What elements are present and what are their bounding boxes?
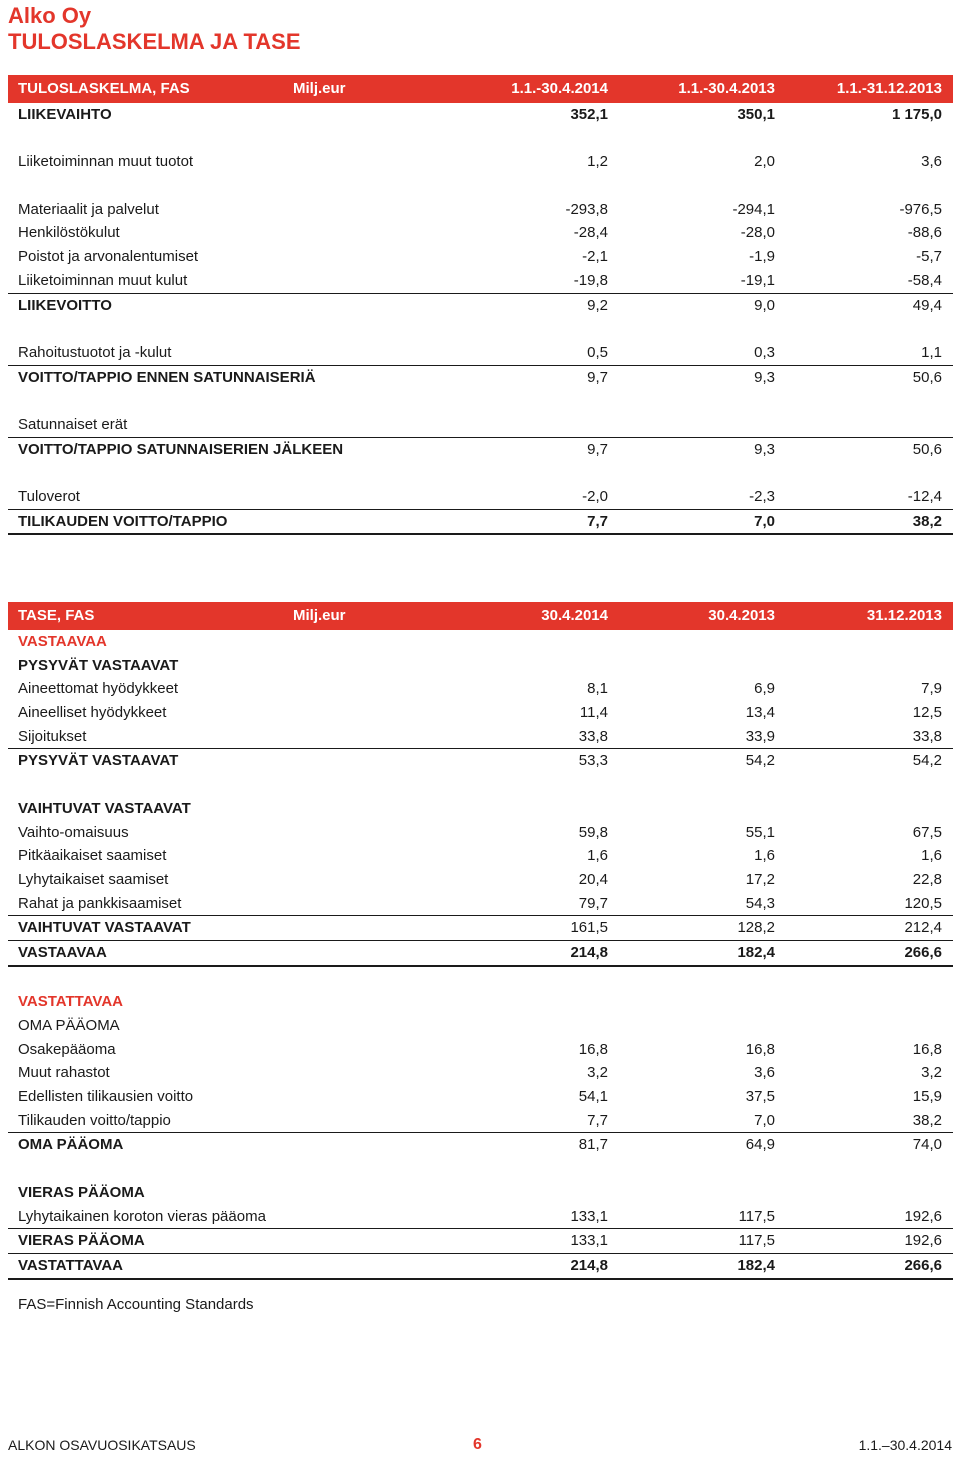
row-value-col1: -19,8 — [573, 271, 608, 289]
row-label: Tilikauden voitto/tappio — [18, 1111, 171, 1129]
row-value-col3: 49,4 — [912, 296, 942, 314]
row-label: Rahoitustuotot ja -kulut — [18, 343, 172, 361]
row-value-col3: 33,8 — [912, 727, 942, 745]
income-header-row — [8, 75, 953, 103]
row-value-col1: 8,1 — [587, 680, 608, 698]
row-value-col2: 54,2 — [745, 752, 775, 770]
income-header-title: TULOSLASKELMA, FAS — [18, 80, 190, 97]
table-row — [8, 821, 953, 845]
row-label: Materiaalit ja palvelut — [18, 200, 159, 218]
subsection-heading — [8, 654, 953, 678]
row-label: Pitkäaikaiset saamiset — [18, 847, 167, 865]
table-row — [8, 1061, 953, 1085]
row-value-col1: 54,1 — [578, 1088, 608, 1106]
row-value-col2: -19,1 — [740, 271, 775, 289]
row-value-col1: 161,5 — [570, 919, 608, 937]
row-value-col2: 1,6 — [754, 847, 775, 865]
row-label: Edellisten tilikausien voitto — [18, 1088, 194, 1106]
row-label: Satunnaiset erät — [18, 415, 128, 433]
row-value-col1: -28,4 — [573, 224, 608, 242]
table-row — [8, 1205, 953, 1230]
table-row — [8, 245, 953, 269]
row-value-col1: 81,7 — [578, 1136, 608, 1154]
row-label: Lyhytaikaiset saamiset — [18, 870, 169, 888]
row-value-col2: 2,0 — [754, 153, 775, 171]
row-label: Aineettomat hyödykkeet — [18, 680, 179, 698]
row-label: VAIHTUVAT VASTAAVAT — [18, 799, 191, 817]
row-value-col1: 16,8 — [578, 1040, 608, 1058]
subsection-heading — [8, 1181, 953, 1205]
row-value-col1: 133,1 — [570, 1207, 608, 1225]
row-value-col3: -976,5 — [899, 200, 942, 218]
row-value-col2: 3,6 — [754, 1064, 775, 1082]
row-label: Rahat ja pankkisaamiset — [18, 894, 182, 912]
row-label: Vaihto-omaisuus — [18, 823, 129, 841]
balance-header-col1: 30.4.2014 — [541, 607, 608, 624]
row-label: Tuloverot — [18, 488, 80, 505]
table-row — [8, 1085, 953, 1109]
row-label: VASTAAVAA — [18, 633, 107, 650]
row-value-col3: 74,0 — [912, 1136, 942, 1154]
row-value-col1: 1,2 — [587, 153, 608, 171]
row-label: PYSYVÄT VASTAAVAT — [18, 656, 179, 674]
row-value-col1: -2,0 — [582, 488, 608, 505]
row-value-col3: 212,4 — [904, 919, 942, 937]
row-value-col3: 266,6 — [904, 943, 942, 961]
row-value-col2: 13,4 — [745, 704, 775, 722]
row-value-col3: 12,5 — [912, 704, 942, 722]
table-row — [8, 1229, 953, 1254]
row-label: Aineelliset hyödykkeet — [18, 704, 167, 722]
row-value-col1: 33,8 — [578, 727, 608, 745]
table-row — [8, 103, 953, 127]
row-value-col2: 117,5 — [738, 1207, 775, 1225]
table-row — [8, 438, 953, 462]
row-value-col3: 192,6 — [904, 1207, 942, 1225]
table-row — [8, 916, 953, 941]
row-label: Lyhytaikainen koroton vieras pääoma — [18, 1207, 266, 1225]
row-value-col3: 3,2 — [921, 1064, 942, 1082]
balance-header-unit: Milj.eur — [293, 607, 346, 624]
row-label: Sijoitukset — [18, 727, 87, 745]
footer-period: 1.1.–30.4.2014 — [858, 1437, 952, 1453]
row-value-col2: 6,9 — [754, 680, 775, 698]
row-value-col1: 9,2 — [587, 296, 608, 314]
table-row — [8, 485, 953, 510]
row-value-col2: 33,9 — [745, 727, 775, 745]
row-value-col1: 20,4 — [578, 870, 608, 888]
row-value-col1: 133,1 — [570, 1232, 608, 1250]
row-value-col1: 59,8 — [578, 823, 608, 841]
row-value-col2: 17,2 — [745, 870, 775, 888]
row-value-col1: 214,8 — [570, 1256, 608, 1274]
row-label: Osakepääoma — [18, 1040, 116, 1058]
table-row — [8, 341, 953, 366]
row-value-col2: 182,4 — [737, 943, 775, 961]
row-label: VAIHTUVAT VASTAAVAT — [18, 919, 191, 937]
row-label: VASTAAVAA — [18, 943, 107, 961]
row-value-col2: 16,8 — [745, 1040, 775, 1058]
row-value-col2: -1,9 — [749, 248, 775, 266]
table-row — [8, 294, 953, 318]
subsection-heading — [8, 797, 953, 821]
row-value-col2: -2,3 — [749, 488, 775, 505]
row-value-col3: 120,5 — [904, 894, 942, 912]
row-label: PYSYVÄT VASTAAVAT — [18, 752, 179, 770]
row-label: VOITTO/TAPPIO ENNEN SATUNNAISERIÄ — [18, 368, 316, 386]
row-label: VASTATTAVAA — [18, 993, 123, 1011]
table-row — [8, 1254, 953, 1280]
row-value-col1: -293,8 — [565, 200, 608, 218]
row-label: Liiketoiminnan muut tuotot — [18, 153, 194, 171]
row-value-col1: 9,7 — [587, 440, 608, 458]
row-value-col3: 7,9 — [921, 680, 942, 698]
row-label: LIIKEVOITTO — [18, 296, 112, 314]
footer-report-name: ALKON OSAVUOSIKATSAUS — [8, 1437, 196, 1453]
page-number: 6 — [473, 1436, 482, 1453]
section-heading — [8, 630, 953, 654]
table-row — [8, 701, 953, 725]
row-value-col3: 266,6 — [904, 1256, 942, 1274]
footnote: FAS=Finnish Accounting Standards — [18, 1296, 254, 1313]
row-value-col2: 7,0 — [754, 512, 775, 530]
table-row — [8, 1109, 953, 1134]
row-label: VOITTO/TAPPIO SATUNNAISERIEN JÄLKEEN — [18, 440, 344, 458]
subsection-heading — [8, 1014, 953, 1038]
row-value-col3: 38,2 — [912, 1111, 942, 1129]
row-value-col3: -12,4 — [907, 488, 942, 505]
row-value-col3: 54,2 — [912, 752, 942, 770]
row-value-col2: 9,3 — [754, 440, 775, 458]
row-value-col2: 7,0 — [754, 1111, 775, 1129]
row-label: VIERAS PÄÄOMA — [18, 1183, 145, 1201]
row-value-col1: 3,2 — [587, 1064, 608, 1082]
row-label: VASTATTAVAA — [18, 1256, 123, 1274]
row-value-col3: -58,4 — [907, 271, 942, 289]
table-row — [8, 844, 953, 868]
row-label: Liiketoiminnan muut kulut — [18, 271, 188, 289]
table-row — [8, 198, 953, 222]
table-row — [8, 892, 953, 917]
row-value-col3: 50,6 — [912, 440, 942, 458]
row-value-col3: 50,6 — [912, 368, 942, 386]
row-value-col1: 214,8 — [570, 943, 608, 961]
income-header-col3: 1.1.-31.12.2013 — [836, 80, 942, 97]
income-statement-table — [8, 75, 953, 535]
row-value-col2: 64,9 — [745, 1136, 775, 1154]
row-value-col3: -88,6 — [907, 224, 942, 242]
row-label: Muut rahastot — [18, 1064, 110, 1082]
table-row — [8, 221, 953, 245]
row-value-col2: 128,2 — [737, 919, 775, 937]
row-value-col2: 117,5 — [738, 1232, 775, 1250]
table-row — [8, 150, 953, 174]
table-row — [8, 749, 953, 773]
row-value-col1: 9,7 — [587, 368, 608, 386]
row-value-col2: 0,3 — [754, 343, 775, 361]
row-value-col2: 37,5 — [745, 1088, 775, 1106]
row-value-col3: 192,6 — [904, 1232, 942, 1250]
row-label: OMA PÄÄOMA — [18, 1136, 124, 1154]
row-label: Henkilöstökulut — [18, 224, 120, 242]
balance-header-row — [8, 602, 953, 630]
section-heading — [8, 990, 953, 1014]
row-value-col3: 15,9 — [912, 1088, 942, 1106]
row-label: OMA PÄÄOMA — [18, 1017, 120, 1034]
row-label: TILIKAUDEN VOITTO/TAPPIO — [18, 512, 228, 530]
row-value-col3: 22,8 — [912, 870, 942, 888]
row-value-col1: 0,5 — [587, 343, 608, 361]
table-row — [8, 868, 953, 892]
row-value-col3: 38,2 — [912, 512, 942, 530]
income-header-unit: Milj.eur — [293, 80, 346, 97]
row-label: VIERAS PÄÄOMA — [18, 1232, 145, 1250]
balance-header-col2: 30.4.2013 — [708, 607, 775, 624]
row-value-col2: 182,4 — [737, 1256, 775, 1274]
row-value-col3: 1,1 — [921, 343, 942, 361]
row-value-col1: 352,1 — [570, 106, 608, 123]
table-row — [8, 366, 953, 390]
table-row — [8, 510, 953, 536]
row-value-col1: 1,6 — [587, 847, 608, 865]
row-value-col2: 350,1 — [737, 106, 775, 123]
row-value-col1: 79,7 — [578, 894, 608, 912]
row-value-col2: 54,3 — [745, 894, 775, 912]
table-row — [8, 941, 953, 967]
page-title: TULOSLASKELMA JA TASE — [8, 29, 301, 54]
row-value-col2: 9,0 — [754, 296, 775, 314]
balance-header-col3: 31.12.2013 — [866, 607, 942, 624]
row-value-col1: -2,1 — [582, 248, 608, 266]
row-label: LIIKEVAIHTO — [18, 106, 112, 123]
row-value-col3: 67,5 — [912, 823, 942, 841]
row-value-col3: 16,8 — [912, 1040, 942, 1058]
table-row — [8, 1038, 953, 1062]
table-row — [8, 725, 953, 750]
row-value-col2: 55,1 — [745, 823, 775, 841]
income-header-col2: 1.1.-30.4.2013 — [678, 80, 775, 97]
row-label: Poistot ja arvonalentumiset — [18, 248, 199, 266]
income-header-col1: 1.1.-30.4.2014 — [511, 80, 608, 97]
row-value-col1: 53,3 — [578, 752, 608, 770]
balance-sheet-table — [8, 602, 953, 1280]
row-value-col1: 11,4 — [579, 704, 608, 722]
row-value-col3: 1 175,0 — [891, 106, 942, 123]
table-row — [8, 413, 953, 438]
row-value-col2: -28,0 — [740, 224, 775, 242]
row-value-col2: 9,3 — [754, 368, 775, 386]
table-row — [8, 677, 953, 701]
row-value-col3: -5,7 — [916, 248, 942, 266]
table-row — [8, 269, 953, 294]
row-value-col1: 7,7 — [587, 1111, 608, 1129]
row-value-col2: -294,1 — [732, 200, 775, 218]
row-value-col3: 1,6 — [921, 847, 942, 865]
balance-header-title: TASE, FAS — [18, 607, 95, 624]
table-row — [8, 1133, 953, 1157]
row-value-col1: 7,7 — [587, 512, 608, 530]
row-value-col3: 3,6 — [921, 153, 942, 171]
company-name: Alko Oy — [8, 3, 92, 28]
